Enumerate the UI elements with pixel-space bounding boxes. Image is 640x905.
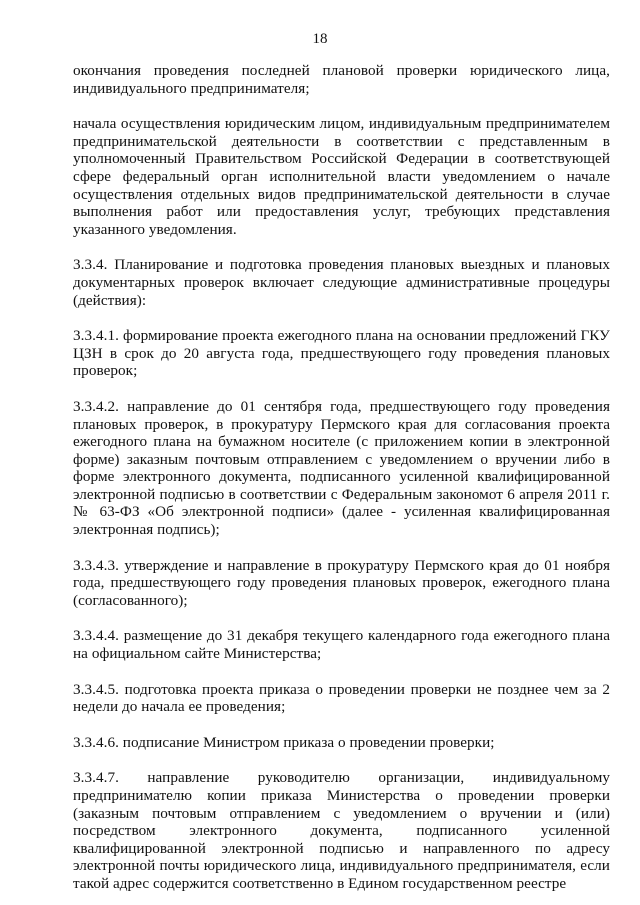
- paragraph-3-3-4-2: 3.3.4.2. направление до 01 сентября года, предшествующего году проведения плановых проверок, в прокуратуру Пермского края для согласования проекта ежегодного плана на бумажном носителе (с приложением копии в электронной форме) заказным почтовым отправлением с уведомлением о вручении либо в форме электронного документа, подписанного усиленной квалифицированной электронной подписью в соответствии с Федеральным закономот 6 апреля 2011 г. № 63-ФЗ «Об электронной подписи» (далее - усиленная квалифицированная электронная подпись);: [73, 397, 610, 539]
- paragraph-3-3-4-7: 3.3.4.7. направление руководителю организации, индивидуальному предпринимателю копии приказа Министерства о проведении проверки (заказным почтовым отправлением с уведомлением о вручении и (или) посредством электронного документа, подписанного усиленной квалифицированной электронной подписью и направленного по адресу электронной почты юридического лица, индивидуального предпринимателя, если такой адрес содержится соответственно в Едином государственном реестре: [73, 769, 610, 892]
- paragraph-3-3-4-6: 3.3.4.6. подписание Министром приказа о проведении проверки;: [73, 733, 495, 751]
- document-body: [73, 62, 610, 893]
- page-number: 18: [312, 31, 328, 47]
- paragraph-3-3-4: 3.3.4. Планирование и подготовка проведения плановых выездных и плановых документарных проверок включает следующие административные процедуры (действия):: [73, 256, 610, 309]
- paragraph-end-of-last-inspection: окончания проведения последней плановой проверки юридического лица, индивидуального предпринимателя;: [73, 62, 610, 97]
- paragraph-3-3-4-4: 3.3.4.4. размещение до 31 декабря текущего календарного года ежегодного плана на официальном сайте Министерства;: [73, 627, 610, 663]
- paragraph-3-3-4-3: 3.3.4.3. утверждение и направление в прокуратуру Пермского края до 01 ноября года, предшествующего году проведения плановых проверок, ежегодного плана (согласованного);: [73, 556, 610, 609]
- paragraph-3-3-4-5: 3.3.4.5. подготовка проекта приказа о проведении проверки не позднее чем за 2 недели до начала ее проведения;: [73, 680, 610, 716]
- paragraph-3-3-4-1: 3.3.4.1. формирование проекта ежегодного плана на основании предложений ГКУ ЦЗН в срок до 20 августа года, предшествующего году проведения плановых проверок;: [73, 327, 610, 380]
- paragraph-start-of-activity: начала осуществления юридическим лицом, индивидуальным предпринимателем предпринимательской деятельности в соответствии с представленным в уполномоченный Правительством Российской Федерации в соответствующей сфере федеральный орган исполнительной власти уведомлением о начале осуществления отдельных видов предпринимательской деятельности в случае выполнения работ или предоставления услуг, требующих представления указанного уведомления.: [73, 115, 610, 238]
